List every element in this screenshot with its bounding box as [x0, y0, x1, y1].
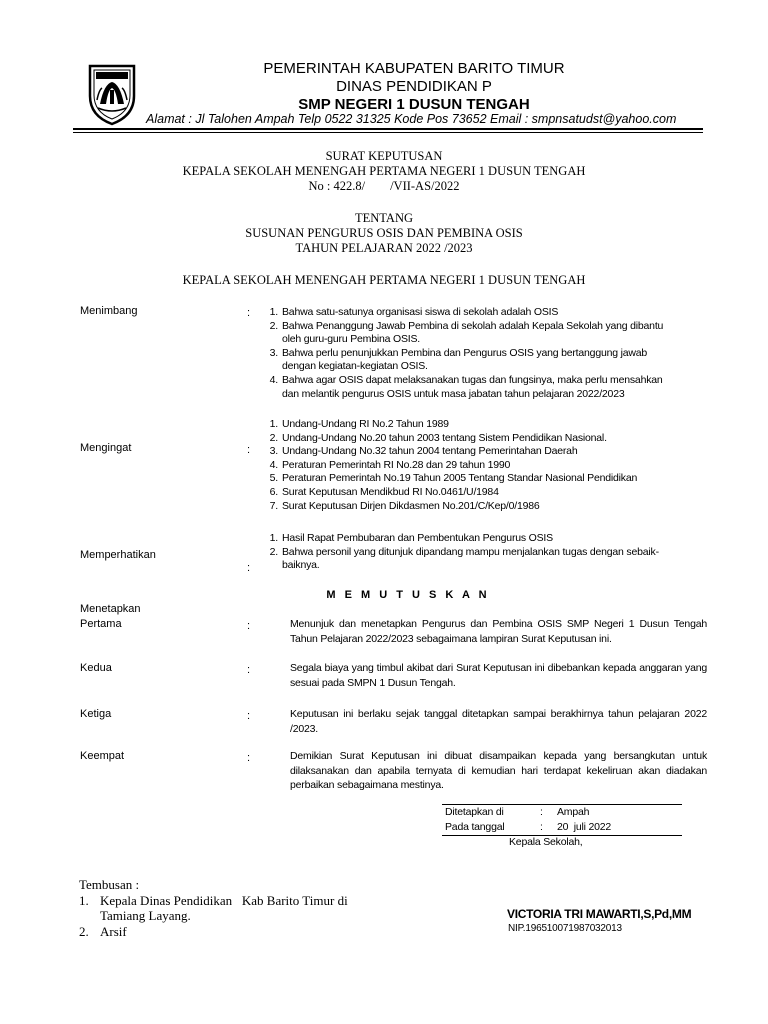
- list-item: [258, 500, 708, 514]
- tanggal-label: Pada tanggal: [445, 821, 505, 833]
- decision-label: Keempat: [80, 750, 125, 762]
- menimbang-label: Menimbang: [80, 305, 138, 317]
- list-item: [79, 924, 399, 940]
- list-item-text: Arsif: [100, 924, 127, 939]
- list-item-number: 5.: [269, 472, 278, 485]
- list-item-text: Undang-Undang No.32 tahun 2004 tentang Pemerintahan Daerah: [282, 445, 578, 458]
- list-item-number: 1.: [79, 893, 89, 908]
- decision-label: Pertama: [80, 618, 122, 630]
- list-item-number: 2.: [269, 545, 278, 558]
- list-item-text: Hasil Rapat Pembubaran dan Pembentukan Pengurus OSIS: [282, 532, 553, 544]
- list-item: [79, 908, 399, 924]
- list-item-text: Kepala Dinas Pendidikan Kab Barito Timur di: [100, 893, 348, 908]
- letterhead-rule-thick: [73, 128, 703, 130]
- memperhatikan-colon: :: [247, 562, 251, 574]
- list-item: [79, 893, 399, 909]
- list-item: [258, 418, 708, 432]
- list-item-number: 3.: [269, 445, 278, 458]
- list-item-number: 7.: [269, 499, 278, 512]
- list-item-text: Surat Keputusan Mendikbud RI No.0461/U/1984: [282, 486, 499, 498]
- list-item-text: Peraturan Pemerintah RI No.28 dan 29 tahun 1990: [282, 458, 511, 471]
- list-item-text: dengan kegiatan-kegiatan OSIS.: [282, 360, 428, 373]
- list-item-text: Surat Keputusan Dirjen Dikdasmen No.201/C/Kep/0/1986: [282, 499, 540, 512]
- list-item-number: 2.: [269, 319, 278, 332]
- list-item-number: 3.: [269, 346, 278, 359]
- ditetapkan-value: Ampah: [557, 806, 590, 818]
- list-item: [258, 445, 708, 459]
- tanggal-colon: :: [540, 821, 543, 833]
- sign-position: Kepala Sekolah,: [509, 836, 583, 848]
- decision-colon: :: [247, 620, 251, 632]
- list-item: [258, 320, 708, 334]
- list-item-number: 4.: [269, 458, 278, 471]
- list-item: [258, 459, 708, 473]
- list-item: [258, 486, 708, 500]
- decision-label: Kedua: [80, 662, 112, 674]
- decision-text: Demikian Surat Keputusan ini dibuat disampaikan kepada yang bersangkutan untuk dilaksanakan dan apabila ternyata di kemudian hari terdapat kekeliruan akan diadakan perbaikan sebagaimana mestinya.: [290, 750, 707, 791]
- list-item: [258, 559, 708, 573]
- list-item-text: Bahwa perlu penunjukkan Pembina dan Pengurus OSIS yang bertanggung jawab: [282, 346, 648, 359]
- signatory-nip: NIP.196510071987032013: [508, 923, 622, 934]
- list-item: [258, 360, 708, 374]
- list-item-text: baiknya.: [282, 559, 320, 572]
- decision-colon: :: [247, 710, 251, 722]
- signatory-name: VICTORIA TRI MAWARTI,S,Pd,MM: [507, 907, 692, 921]
- list-item-text: Undang-Undang No.20 tahun 2003 tentang Sistem Pendidikan Nasional.: [282, 431, 607, 444]
- decision-text: Menunjuk dan menetapkan Pengurus dan Pembina OSIS SMP Negeri 1 Dusun Tengah Tahun Pelajaran 2022/2023 sebagaimana lampiran Surat Keputusan ini.: [290, 618, 707, 645]
- list-item-text: Tamiang Layang.: [100, 908, 191, 923]
- decision-text: Segala biaya yang timbul akibat dari Surat Keputusan ini dibebankan kepada anggaran yang sesuai pada SMPN 1 Dusun Tengah.: [290, 662, 707, 689]
- menetapkan-label: Menetapkan: [80, 603, 141, 615]
- list-item: [258, 388, 708, 402]
- list-item-text: Bahwa Penanggung Jawab Pembina di sekolah adalah Kepala Sekolah yang dibantu: [282, 319, 664, 332]
- memperhatikan-label: Memperhatikan: [80, 549, 156, 561]
- ditetapkan-label: Ditetapkan di: [445, 806, 504, 818]
- subject-line-2: TAHUN PELAJARAN 2022 /2023: [295, 241, 473, 255]
- decision-label: Ketiga: [80, 708, 112, 720]
- list-item-text: Bahwa satu-satunya organisasi siswa di sekolah adalah OSIS: [282, 306, 559, 318]
- decision-text: Keputusan ini berlaku sejak tanggal ditetapkan sampai berakhirnya tahun pelajaran 2022 /2023.: [290, 708, 707, 735]
- tanggal-value: 20 juli 2022: [557, 821, 612, 833]
- letterhead-rule-thin: [73, 132, 703, 133]
- list-item: [258, 347, 708, 361]
- decision-colon: :: [247, 752, 251, 764]
- list-item: [258, 432, 708, 446]
- issuer: KEPALA SEKOLAH MENENGAH PERTAMA NEGERI 1 DUSUN TENGAH: [182, 273, 586, 287]
- title-line-1: SURAT KEPUTUSAN: [325, 149, 443, 163]
- list-item-number: 2.: [269, 431, 278, 444]
- list-item: [258, 306, 708, 320]
- decision-colon: :: [247, 664, 251, 676]
- subject-line-1: SUSUNAN PENGURUS OSIS DAN PEMBINA OSIS: [245, 226, 523, 240]
- list-item: [258, 374, 708, 388]
- tentang: TENTANG: [354, 211, 413, 225]
- header-line-1: PEMERINTAH KABUPATEN BARITO TIMUR: [263, 60, 565, 77]
- list-item: [258, 532, 708, 546]
- list-item-text: dan melantik pengurus OSIS untuk masa jabatan tahun pelajaran 2022/2023: [282, 387, 625, 400]
- list-item-number: 1.: [269, 306, 278, 318]
- ditetapkan-colon: :: [540, 806, 543, 818]
- list-item: [258, 333, 708, 347]
- list-item-number: 6.: [269, 486, 278, 498]
- title-line-2: KEPALA SEKOLAH MENENGAH PERTAMA NEGERI 1 DUSUN TENGAH: [182, 164, 586, 178]
- list-item-text: Bahwa agar OSIS dapat melaksanakan tugas dan fungsinya, maka perlu mensahkan: [282, 374, 663, 386]
- list-item-number: 2.: [79, 924, 89, 939]
- list-item-number: 4.: [269, 374, 278, 386]
- sign-rule-top: [442, 804, 682, 805]
- decree-number: No : 422.8/ /VII-AS/2022: [308, 179, 460, 193]
- memutuskan-heading: M E M U T U S K A N: [326, 589, 490, 601]
- menimbang-colon: :: [247, 307, 251, 319]
- header-line-2: DINAS PENDIDIKAN P: [336, 78, 492, 95]
- list-item-number: 1.: [269, 532, 278, 544]
- list-item-text: Undang-Undang RI No.2 Tahun 1989: [282, 418, 449, 430]
- school-address: Alamat : Jl Talohen Ampah Telp 0522 31325 Kode Pos 73652 Email : smpnsatudst@yahoo.com: [146, 112, 677, 126]
- list-item-text: Peraturan Pemerintah No.19 Tahun 2005 Tentang Standar Nasional Pendidikan: [282, 472, 638, 485]
- list-item: [258, 472, 708, 486]
- mengingat-colon: :: [247, 444, 251, 456]
- list-item: [258, 546, 708, 560]
- list-item-text: oleh guru-guru Pembina OSIS.: [282, 333, 420, 346]
- mengingat-label: Mengingat: [80, 442, 132, 454]
- tembusan-title: Tembusan :: [79, 877, 140, 892]
- school-name: SMP NEGERI 1 DUSUN TENGAH: [298, 96, 530, 113]
- list-item-number: 1.: [269, 418, 278, 430]
- list-item-text: Bahwa personil yang ditunjuk dipandang mampu menjalankan tugas dengan sebaik-: [282, 545, 659, 558]
